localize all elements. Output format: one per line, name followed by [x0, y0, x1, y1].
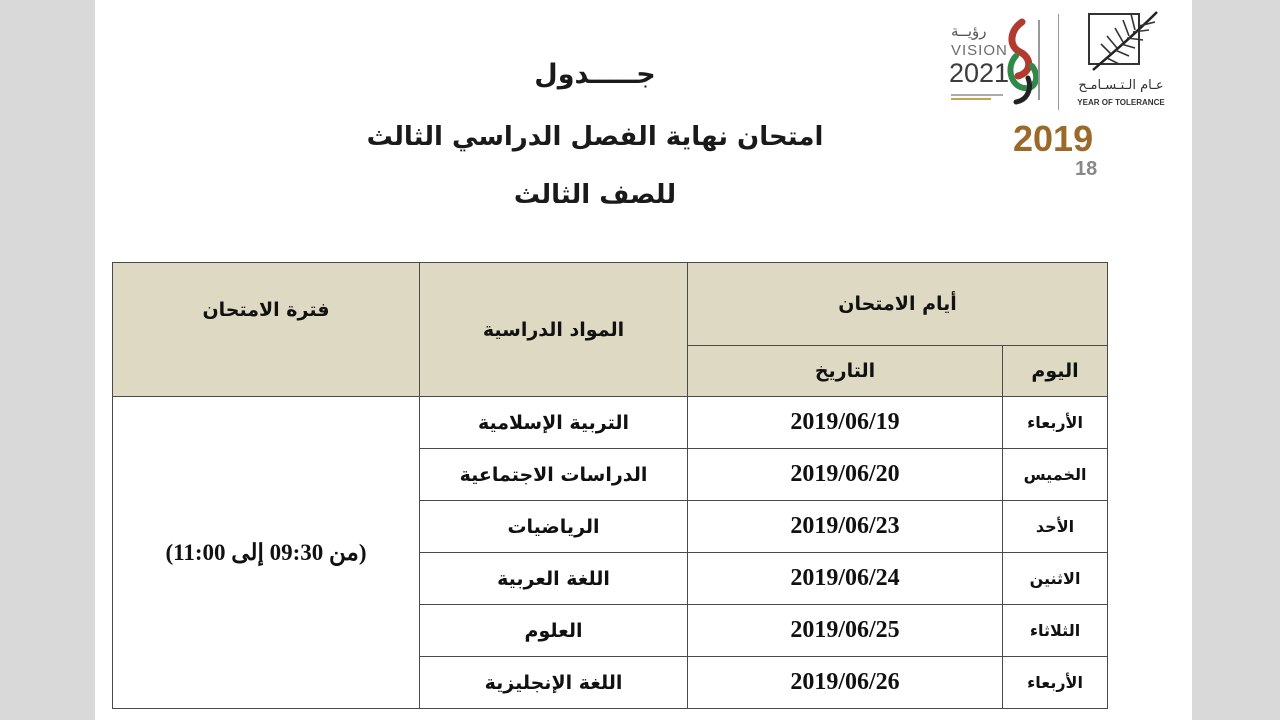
ghaf-tree-icon [1071, 8, 1171, 78]
title-block [345, 58, 845, 212]
cell-subject: التربية الإسلامية [420, 397, 688, 449]
vision-calligraphy-icon [1002, 16, 1044, 106]
header-day: اليوم [1003, 346, 1108, 397]
vision-logo-text: VISION [951, 42, 1008, 59]
year-label: 2019 [1013, 118, 1094, 159]
exam-schedule-table [112, 262, 1108, 709]
header-exam-period: فترة الامتحان [113, 263, 420, 397]
title-schedule: جـــــدول [534, 59, 656, 90]
cell-day: الأربعاء [1003, 397, 1108, 449]
cell-day: الأحد [1003, 501, 1108, 553]
vision-logo-fineprint [951, 92, 1003, 102]
cell-day: الخميس [1003, 449, 1108, 501]
cell-day: الثلاثاء [1003, 605, 1108, 657]
cell-date: 2019/06/25 [688, 605, 1003, 657]
cell-subject: الرياضيات [420, 501, 688, 553]
year-of-tolerance-logo [1071, 8, 1171, 112]
table-header-row [113, 263, 1108, 346]
cell-exam-period: (من 09:30 إلى 11:00) [113, 397, 420, 709]
cell-date: 2019/06/23 [688, 501, 1003, 553]
cell-date: 2019/06/20 [688, 449, 1003, 501]
cell-subject: الدراسات الاجتماعية [420, 449, 688, 501]
tolerance-logo-arabic: عـام الـتـسـامـح [1078, 78, 1164, 93]
cell-date: 2019/06/24 [688, 553, 1003, 605]
title-grade: للصف الثالث [513, 180, 677, 210]
cell-date: 2019/06/26 [688, 657, 1003, 709]
cell-day: الأربعاء [1003, 657, 1108, 709]
tolerance-logo-text: YEAR OF TOLERANCE [1077, 98, 1165, 107]
document-page [95, 0, 1192, 720]
header-exam-days: أيام الامتحان [688, 263, 1108, 346]
header-subjects: المواد الدراسية [420, 263, 688, 397]
title-exam: امتحان نهاية الفصل الدراسي الثالث [366, 122, 824, 152]
cell-day: الاثنين [1003, 553, 1108, 605]
vision-logo-year: 2021 [949, 58, 1010, 88]
logo-divider [1058, 14, 1059, 110]
vision-logo-arabic: رؤيــة [951, 22, 987, 40]
cell-date: 2019/06/19 [688, 397, 1003, 449]
table-row [113, 397, 1108, 449]
cell-subject: اللغة الإنجليزية [420, 657, 688, 709]
page-number: 18 [1075, 158, 1098, 180]
cell-subject: العلوم [420, 605, 688, 657]
vision-2021-logo [947, 10, 1047, 110]
cell-subject: اللغة العربية [420, 553, 688, 605]
header-date: التاريخ [688, 346, 1003, 397]
